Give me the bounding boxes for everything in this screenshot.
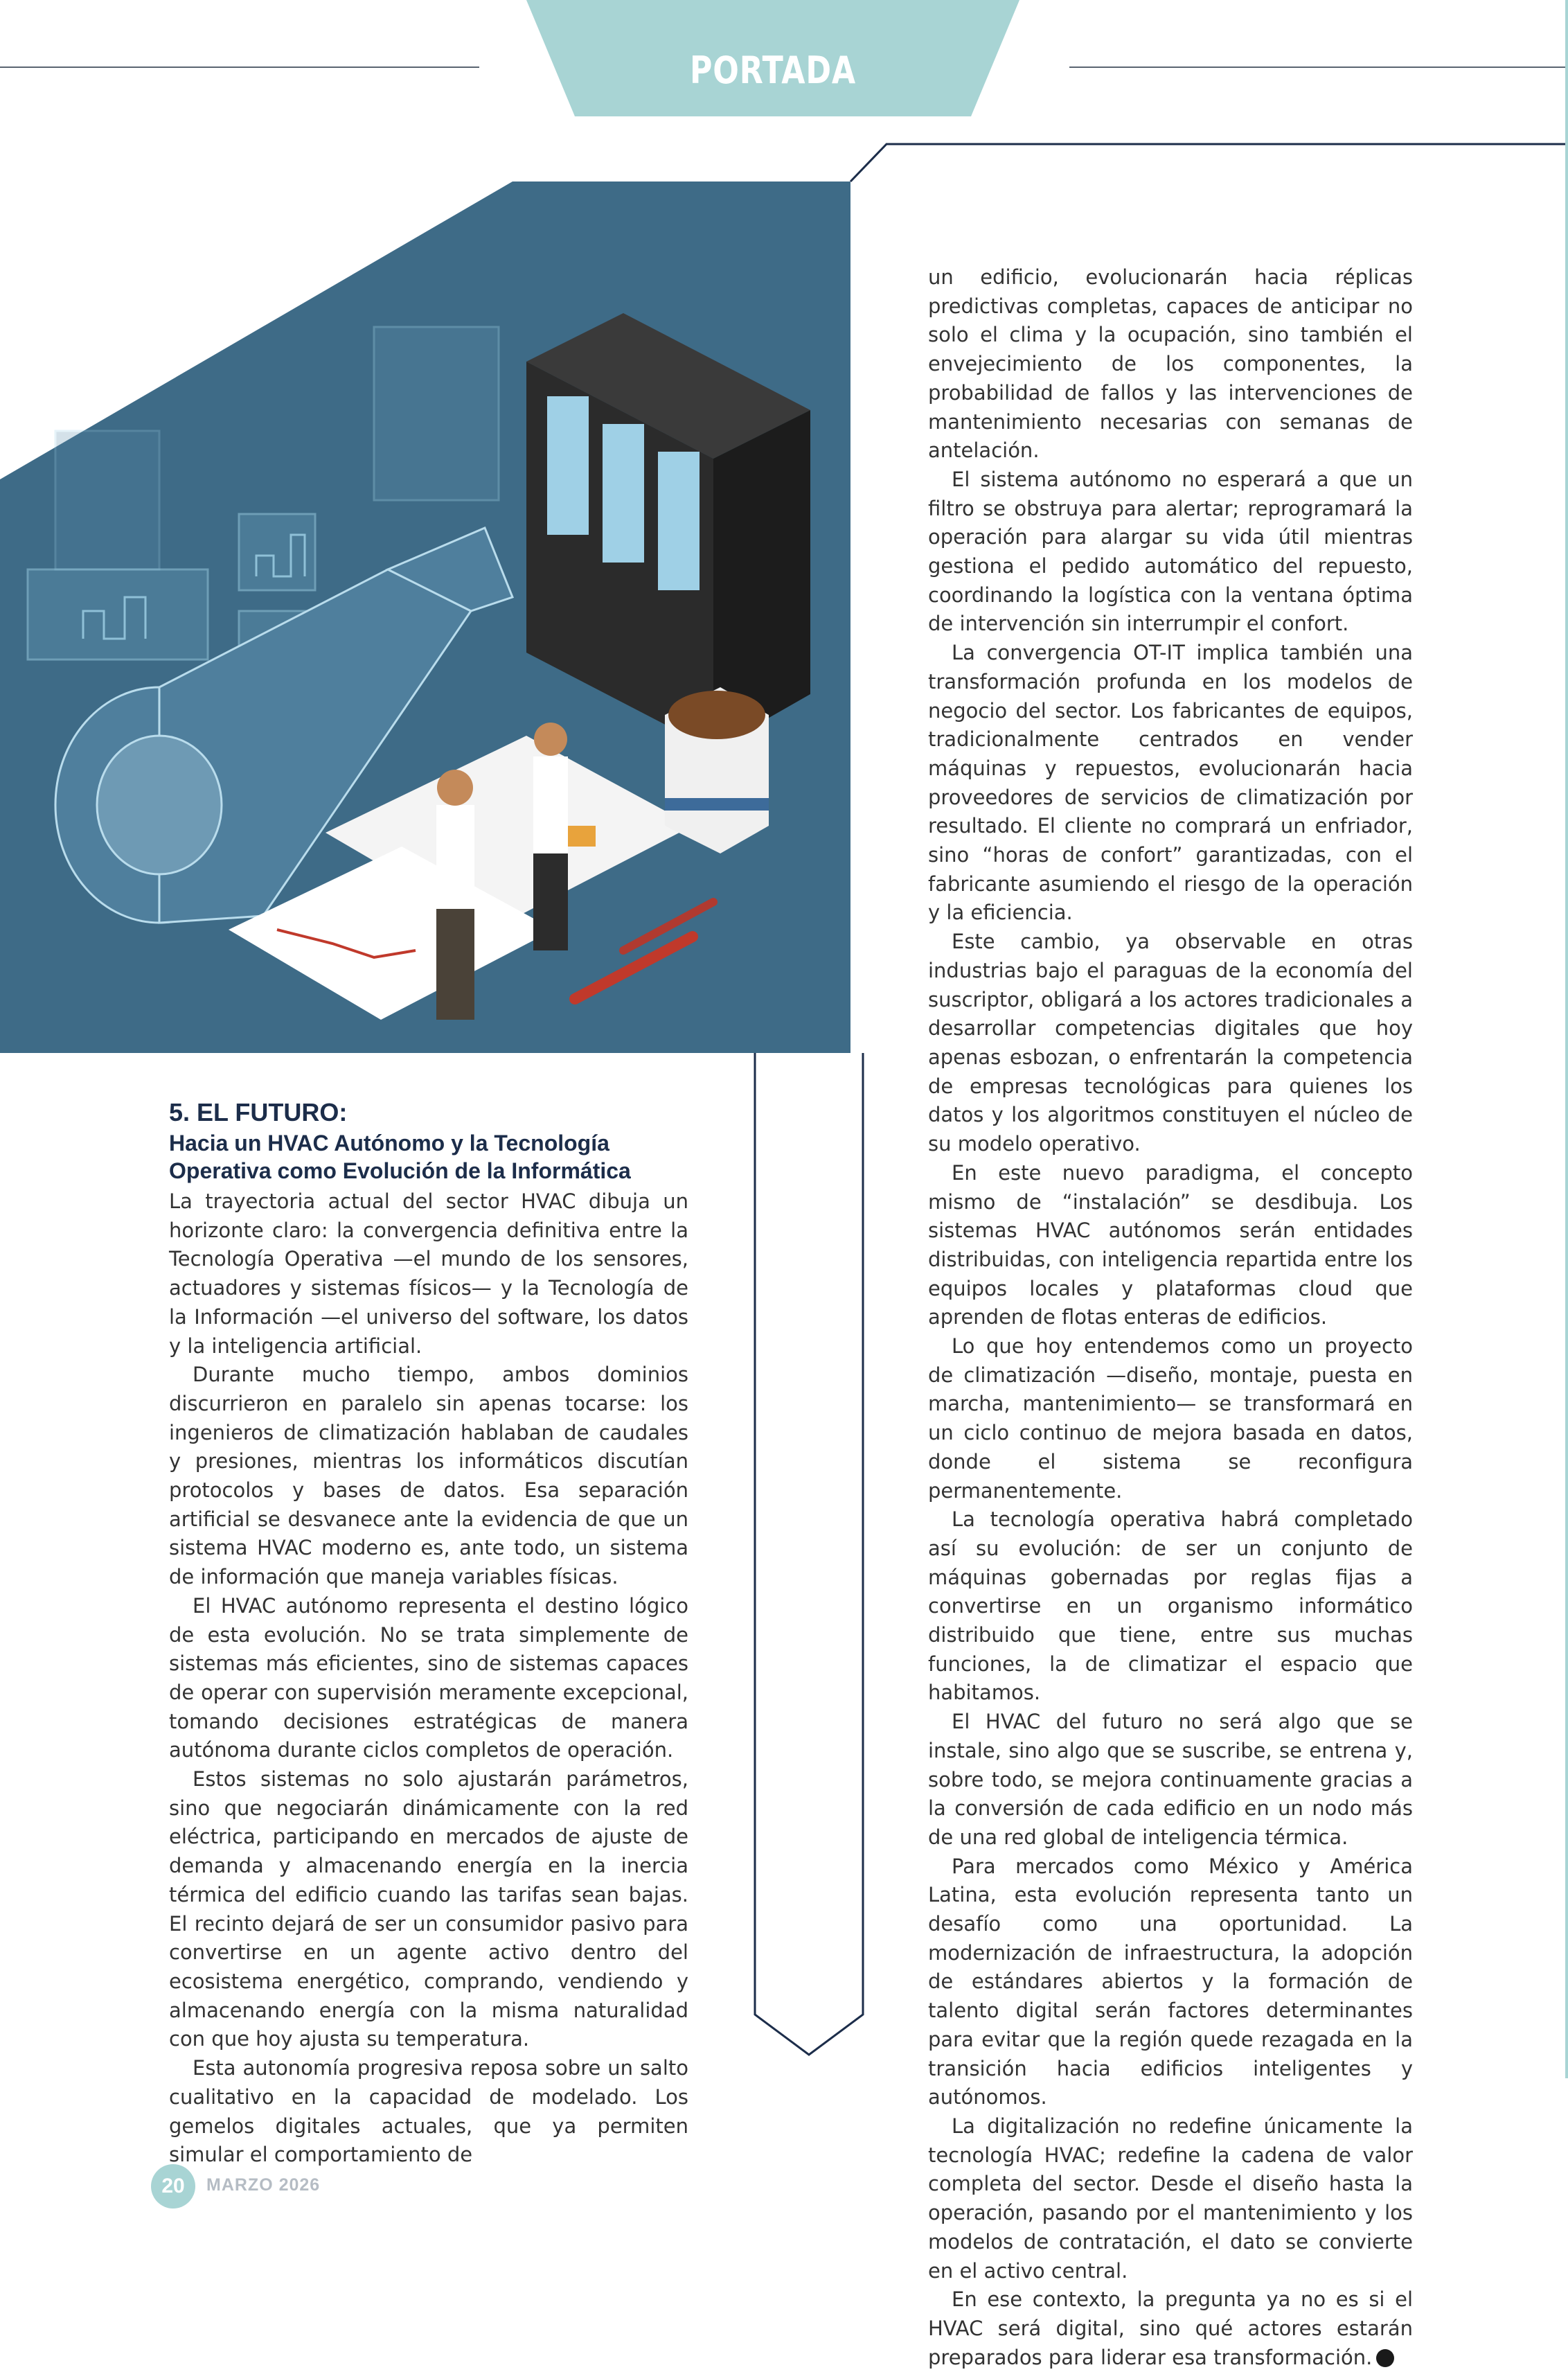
- issue-date: MARZO 2026: [206, 2175, 321, 2195]
- paragraph-final-text: En ese contexto, la pregunta ya no es si el HVAC será digital, sino qué actores estarán preparados para liderar esa transformación.: [928, 2287, 1413, 2369]
- coffee-mug-icon: [665, 687, 769, 853]
- paragraph: En este nuevo paradigma, el concepto mismo de “instalación” se desdibuja. Los sistemas HVAC autónomos serán entidades distribuidas, con inteligencia repartida entre los equipos locales y plataformas cloud que aprenden de flotas enteras de edificios.: [928, 1160, 1413, 1329]
- paragraph: Esta autonomía progresiva reposa sobre un salto cualitativo en la capacidad de modelado. Los gemelos digitales actuales, que ya permiten simular el comportamiento de: [169, 2056, 688, 2167]
- paragraph: Este cambio, ya observable en otras industrias bajo el paraguas de la economía del suscriptor, obligará a los actores tradicionales a desarrollar competencias digitales que hoy apenas esbozan, o enfrentarán la competencia de empresas tecnológicas para quienes los datos y los algoritmos constituyen el núcleo de su modelo operativo.: [928, 930, 1413, 1156]
- paragraph: Estos sistemas no solo ajustarán parámetros, sino que negociarán dinámicamente con la red eléctrica, participando en mercados de ajuste de demanda y almacenando energía en la inercia térmica del edificio cuando las tarifas sean bajas. El recinto dejará de ser un consumidor pasivo para convertirse en un agente activo dentro del ecosistema energético, comprando, vendiendo y almacenando energía con la misma naturalidad con que hoy ajusta su temperatura.: [169, 1767, 688, 2051]
- section-title: Hacia un HVAC Autónomo y la Tecnología Operativa como Evolución de la Informática: [169, 1131, 631, 1183]
- paragraph: un edificio, evolucionarán hacia réplicas predictivas completas, capaces de anticipar no solo el clima y la ocupación, sino también el envejecimiento de los componentes, la probabilidad de fallos y las intervenciones de mantenimiento necesarias con semanas de antelación.: [928, 265, 1413, 463]
- paragraph: La trayectoria actual del sector HVAC dibuja un horizonte claro: la convergencia definitiva entre la Tecnología Operativa —el mundo de los sensores, actuadores y sistemas físicos— y la Tecnología de la Información —el universo del software, los datos y la inteligencia artificial.: [169, 1189, 688, 1358]
- paragraph-final: [928, 2285, 1413, 2372]
- paragraph: El sistema autónomo no esperará a que un filtro se obstruya para alertar; reprogramará la operación para alargar su vida útil mientras gestiona el pedido automático del repuesto, coordinando la logística con la ventana óptima de intervención sin interrumpir el confort.: [928, 467, 1413, 636]
- paragraph: El HVAC del futuro no será algo que se instale, sino algo que se suscribe, se entrena y, sobre todo, se mejora continuamente gracias a la conversión de cada edificio en un nodo más de una red global de inteligencia térmica.: [928, 1710, 1413, 1849]
- page-number: 20: [151, 2164, 195, 2209]
- paragraph: Lo que hoy entendemos como un proyecto de climatización —diseño, montaje, puesta en marcha, mantenimiento— se transformará en un ciclo continuo de mejora basada en datos, donde el sistema se reconfigura permanentemente.: [928, 1334, 1413, 1503]
- paragraph: Durante mucho tiempo, ambos dominios discurrieron en paralelo sin apenas tocarse: los ingenieros de climatización hablaban de caudales y presiones, mientras los informáticos discutían protocolos y bases de datos. Esa separación artificial se desvanece ante la evidencia de que un sistema HVAC moderno es, ante todo, un sistema de información que maneja variables físicas.: [169, 1363, 688, 1589]
- paragraph: El HVAC autónomo representa el destino lógico de esta evolución. No se trata simplemente de sistemas más eficientes, sino de sistemas capaces de operar con supervisión meramente excepcional, tomando decisiones estratégicas de manera autónoma durante ciclos completos de operación.: [169, 1593, 688, 1762]
- article-column-left: [169, 1187, 688, 2170]
- paragraph: Para mercados como México y América Latina, esta evolución representa tanto un desafío como una oportunidad. La modernización de infraestructura, la adopción de estándares abiertos y la formación de talento digital serán factores determinantes para evitar que la región quede rezagada en la transición hacia edificios inteligentes y autónomos.: [928, 1854, 1413, 2109]
- section-number: 5. EL FUTURO:: [169, 1098, 348, 1126]
- article-column-right: [928, 263, 1413, 2372]
- paragraph: La convergencia OT-IT implica también una transformación profunda en los modelos de negocio del sector. Los fabricantes de equipos, tradicionalmente centrados en vender máquinas y repuestos, evolucionarán hacia proveedores de servicios de climatización por resultado. El cliente no comprará un enfriador, sino “horas de confort” garantizadas, con el fabricante asumiendo el riesgo de la operación y la eficiencia.: [928, 641, 1413, 925]
- paragraph: La digitalización no redefine únicamente la tecnología HVAC; redefine la cadena de valor completa del sector. Desde el diseño hasta la operación, pasando por el mantenimiento y los modelos de contratación, el dato se convierte en el activo central.: [928, 2114, 1413, 2283]
- end-mark-icon: [1376, 2349, 1394, 2367]
- paragraph: La tecnología operativa habrá completado así su evolución: de ser un conjunto de máquinas gobernadas por reglas fijas a convertirse en un organismo informático distribuido que tiene, entre sus muchas funciones, la de climatizar el espacio que habitamos.: [928, 1507, 1413, 1705]
- section-label: PORTADA: [689, 48, 857, 92]
- hero-illustration: [0, 182, 850, 1053]
